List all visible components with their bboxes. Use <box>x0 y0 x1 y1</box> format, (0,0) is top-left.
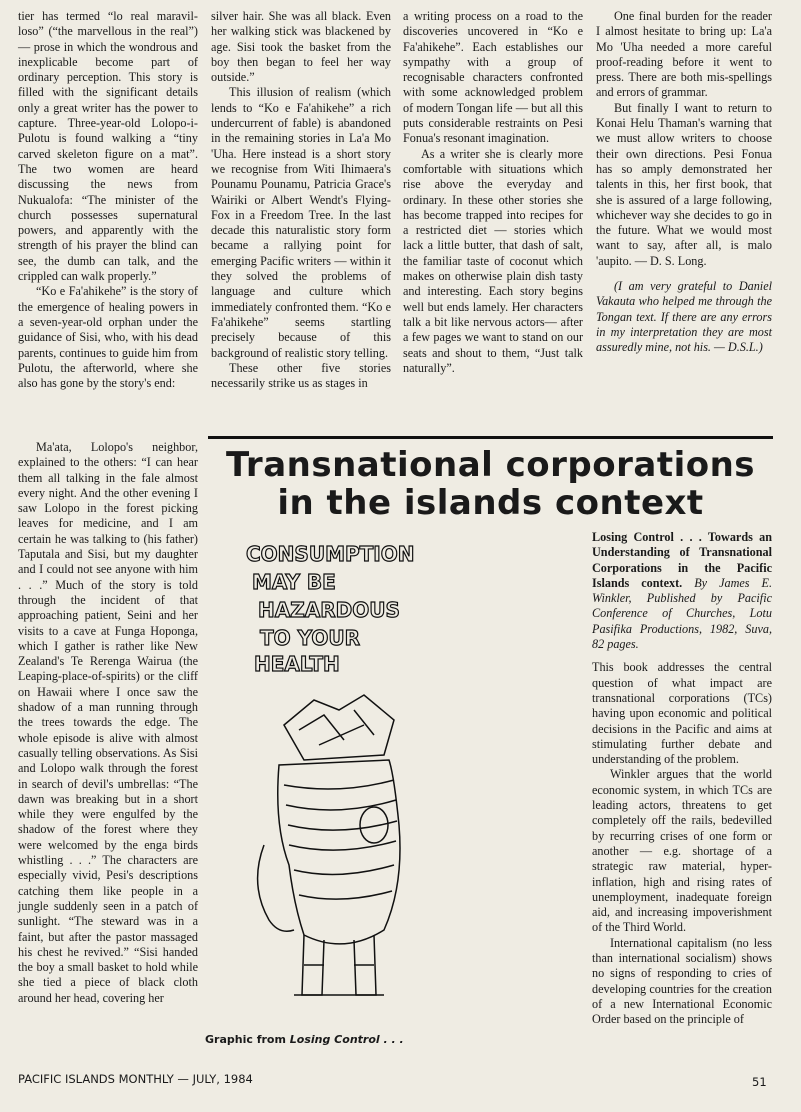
column-1-bottom <box>18 440 198 1006</box>
book-citation <box>592 530 772 652</box>
art-text-line: HEALTH <box>254 652 340 676</box>
book-title: Losing Control . . . Towards an Understanding of Transnational Corporations in the Pacific Islands context. <box>592 530 772 590</box>
column-3 <box>403 9 583 376</box>
illustration <box>244 525 414 1025</box>
paragraph: International capitalism (no less than international socialism) shows no signs of responding to cries of developing countries for the creation of a new International Economic Order based on the principle of <box>592 935 772 1027</box>
paragraph: Winkler argues that the world economic system, in which TCs are leading actors, threatens to get completely off the rails, bedevilled by recurring crises of one form or another — e.g. shortage of a strategic raw material, hyper-inflation, high and rising rates of unemployment, inadequate foreign aid, and increasing impoverishment of the Third World. <box>592 767 772 935</box>
sack-figure <box>258 695 400 995</box>
paragraph: As a writer she is clearly more comfortable with situations which rise above the everyday and ordinary. In these other stories she has become trapped into recipes for a restricted diet — stories which lack a little butter, that dash of salt, the familiar taste of coconut which makes on otherwise plain dish tasty and interesting. Each story begins well but ends lamely. Her characters talk a bit like nervous actors— after a few pages we want to stand on our seats and shout to them, “Just talk naturally”. <box>403 146 583 375</box>
art-text-line: CONSUMPTION <box>246 542 414 566</box>
art-text-line: HAZARDOUS <box>258 598 400 622</box>
article-headline <box>208 446 773 522</box>
art-text-line: TO YOUR <box>260 626 361 650</box>
caption-prefix: Graphic from <box>205 1033 290 1046</box>
caption-title: Losing Control . . . <box>289 1033 404 1046</box>
column-4 <box>596 9 772 356</box>
review-column <box>592 530 772 1028</box>
headline-line-1: Transnational corporations <box>225 445 756 485</box>
illustration-caption <box>205 1033 445 1046</box>
book-details: By James E. Winkler, Published by Pacific Conference of Churches, Lotu Pasifika Productions, 1982, Suva, 82 pages. <box>592 575 773 652</box>
paragraph: This book addresses the central question of what impact are transnational corporations (TCs) having upon economic and political decisions in the Pacific and aims at stimulating further debate and understanding of the problem. <box>592 660 772 767</box>
paragraph: silver hair. She was all black. Even her walking stick was blackened by age. Sisi took the basket from the boy then began to feel her way outside.” <box>211 9 391 85</box>
column-1-top <box>18 9 198 391</box>
art-text-line: MAY BE <box>252 570 336 594</box>
paragraph: a writing process on a road to the discoveries uncovered in “Ko e Fa'ahikehe”. Each establishes our sympathy with a group of recognisable characters confronted with some acknowledged problem of modern Tongan life — but all this puts considerable restraints on Pesi Fonua's resonant imagination. <box>403 9 583 146</box>
paragraph: tier has termed “lo real maravil- loso” (“the marvellous in the real”) — prose in which the wondrous and inexplicable become part of ordinary perception. This story is filled with the significant details only a great writer has the power to capture. Three-year-old Lolopo-i-Pulotu is found walking a “tiny carved skeleton figure on a mat”. The two women are heard discussing the news from Nukualofa: “The minister of the church possesses supernatural powers, and apparently with the strength of his prayer the blind can see, the dumb can talk, and the crippled can walk properly.” <box>18 9 198 284</box>
page-number: 51 <box>752 1075 767 1089</box>
paragraph: But finally I want to return to Konai Helu Thaman's warning that we must allow writers to choose their own directions. Pesi Fonua has so amply demonstrated her talents in this, her first book, that she is assured of a large following, whichever way she decides to go in the future. What we would most want to say, after all, is malo 'aupito. — D. S. Long. <box>596 100 772 268</box>
paragraph: One final burden for the reader I almost hesitate to bring up: La'a Mo 'Uha needed a more careful proof-reading before it went to press. There are both mis-spellings and errors of grammar. <box>596 9 772 100</box>
headline-line-2: in the islands context <box>277 483 704 523</box>
consumption-graphic <box>244 525 414 1025</box>
column-2 <box>211 9 391 391</box>
paragraph: This illusion of realism (which lends to “Ko e Fa'ahikehe” a rich undercurrent of fable) is abandoned in the remaining stories in La'a Mo 'Uha. Here instead is a short story we recognise from Witi Ihimaera's Pounamu Pounamu, Patricia Grace's Wairiki or Albert Wendt's Flying-Fox in a Freedom Tree. In the last decade this naturalistic story form became a rallying point for emerging Pacific writers — within it they solved the problems of language and culture which immediately confronted them. “Ko e Fa'ahikehe” seems startling precisely because of this background of realistic story telling. <box>211 85 391 360</box>
page-footer: PACIFIC ISLANDS MONTHLY — JULY, 1984 <box>18 1072 253 1086</box>
paragraph: Ma'ata, Lolopo's neighbor, explained to the others: “I can hear them all talking in the fale almost every night. And the other evening I saw Lolopo in the forest picking leaves for medicine, and I am certain he was talking to (his father) Taputala and Sisi, but my daughter and I could not see anyone with him . . .” Much of the story is told through the incident of that approaching patient, Seini and her visits to a cave at Funga Hoponga, which I gather is rather like New Zealand's Te Rerenga Wairua (the Leaping-place-of-spirits) or the cliff on Hawaii where I once saw the shadow of a man running through the trees towards the edge. The whole episode is alive with almost casually telling observations. As Sisi and Lolopo walk through the forest in search of devil's umbrellas: “The dawn was breaking but in a short while they were engulfed by the shadow of the forest where they were welcomed by the enga birds whistling . . .” The characters are especially vivid, Pesi's descriptions catching them like people in a jungle suddenly seen in a patch of sunlight. “The steward was in a faint, but after the pastor massaged his chest he revived.” “Sisi handed the boy a small basket to hold while she tied a piece of black cloth around her head, covering her <box>18 440 198 1005</box>
paragraph: These other five stories necessarily strike us as stages in <box>211 360 391 391</box>
paragraph: “Ko e Fa'ahikehe” is the story of the emergence of healing powers in a seven-year-old orphan under the guidance of Sisi, who, with his dead parents, continues to guide him from Pulotu, the afterworld, where she also has gone by the story's end: <box>18 284 198 391</box>
translator-note: (I am very grateful to Daniel Vakauta who helped me through the Tongan text. If there are any errors in my interpretation they are most assuredly mine, not his. — D.S.L.) <box>596 279 772 355</box>
section-divider <box>208 436 773 439</box>
